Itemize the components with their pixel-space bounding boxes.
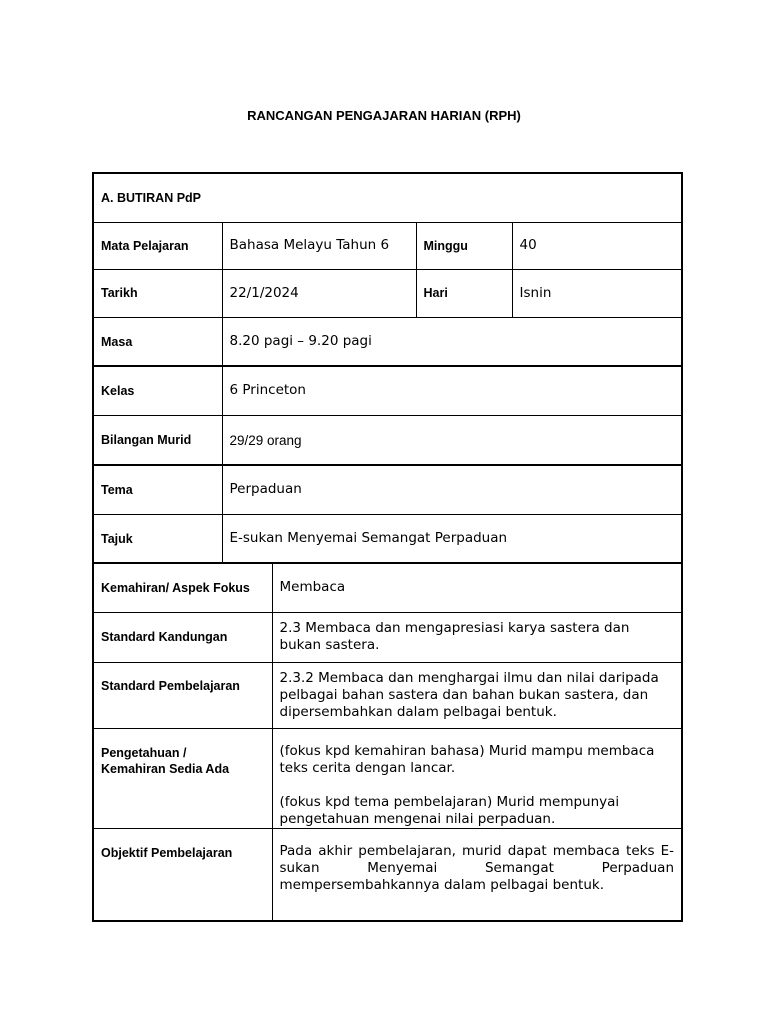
tarikh-label: Tarikh	[93, 269, 222, 317]
kelas-value: 6 Princeton	[222, 366, 682, 415]
hari-label: Hari	[416, 269, 512, 317]
tajuk-label: Tajuk	[93, 514, 222, 563]
standard-pembelajaran-label: Standard Pembelajaran	[93, 662, 272, 728]
tajuk-value: E-sukan Menyemai Semangat Perpaduan	[222, 514, 682, 563]
pengetahuan-label-line2: Kemahiran Sedia Ada	[101, 761, 230, 776]
mata-pelajaran-label: Mata Pelajaran	[93, 222, 222, 269]
lesson-details-table	[92, 562, 683, 922]
tarikh-value: 22/1/2024	[222, 269, 416, 317]
tema-value: Perpaduan	[222, 465, 682, 514]
masa-label: Masa	[93, 317, 222, 366]
minggu-label: Minggu	[416, 222, 512, 269]
document-title: RANCANGAN PENGAJARAN HARIAN (RPH)	[247, 108, 521, 123]
pengetahuan-label-line1: Pengetahuan /	[101, 745, 187, 760]
butiran-pdp-table	[92, 172, 683, 367]
kemahiran-label: Kemahiran/ Aspek Fokus	[93, 563, 272, 612]
bilangan-murid-value: 29/29 orang	[222, 415, 682, 465]
topic-info-table	[92, 464, 683, 564]
kemahiran-value: Membaca	[272, 563, 682, 612]
tema-label: Tema	[93, 465, 222, 514]
hari-value: Isnin	[512, 269, 682, 317]
section-a-heading: A. BUTIRAN PdP	[93, 173, 682, 222]
standard-pembelajaran-value: 2.3.2 Membaca dan menghargai ilmu dan nilai daripada pelbagai bahan sastera dan bahan bukan sastera, dan dipersembahkan dalam pelbagai bentuk.	[272, 662, 682, 728]
pengetahuan-label	[93, 728, 272, 828]
objektif-label: Objektif Pembelajaran	[93, 828, 272, 921]
pengetahuan-value	[272, 728, 682, 828]
pengetahuan-para-1: (fokus kpd kemahiran bahasa) Murid mampu membaca teks cerita dengan lancar.	[279, 742, 655, 776]
pengetahuan-para-2: (fokus kpd tema pembelajaran) Murid mempunyai pengetahuan mengenai nilai perpaduan.	[279, 793, 620, 827]
objektif-value: Pada akhir pembelajaran, murid dapat membaca teks E-sukan Menyemai Semangat Perpaduan mempersembahkannya dalam pelbagai bentuk.	[272, 828, 682, 921]
minggu-value: 40	[512, 222, 682, 269]
masa-value: 8.20 pagi – 9.20 pagi	[222, 317, 682, 366]
standard-kandungan-label: Standard Kandungan	[93, 612, 272, 662]
standard-kandungan-value: 2.3 Membaca dan mengapresiasi karya sastera dan bukan sastera.	[272, 612, 682, 662]
bilangan-murid-label: Bilangan Murid	[93, 415, 222, 465]
mata-pelajaran-value: Bahasa Melayu Tahun 6	[222, 222, 416, 269]
class-info-table	[92, 365, 683, 466]
kelas-label: Kelas	[93, 366, 222, 415]
